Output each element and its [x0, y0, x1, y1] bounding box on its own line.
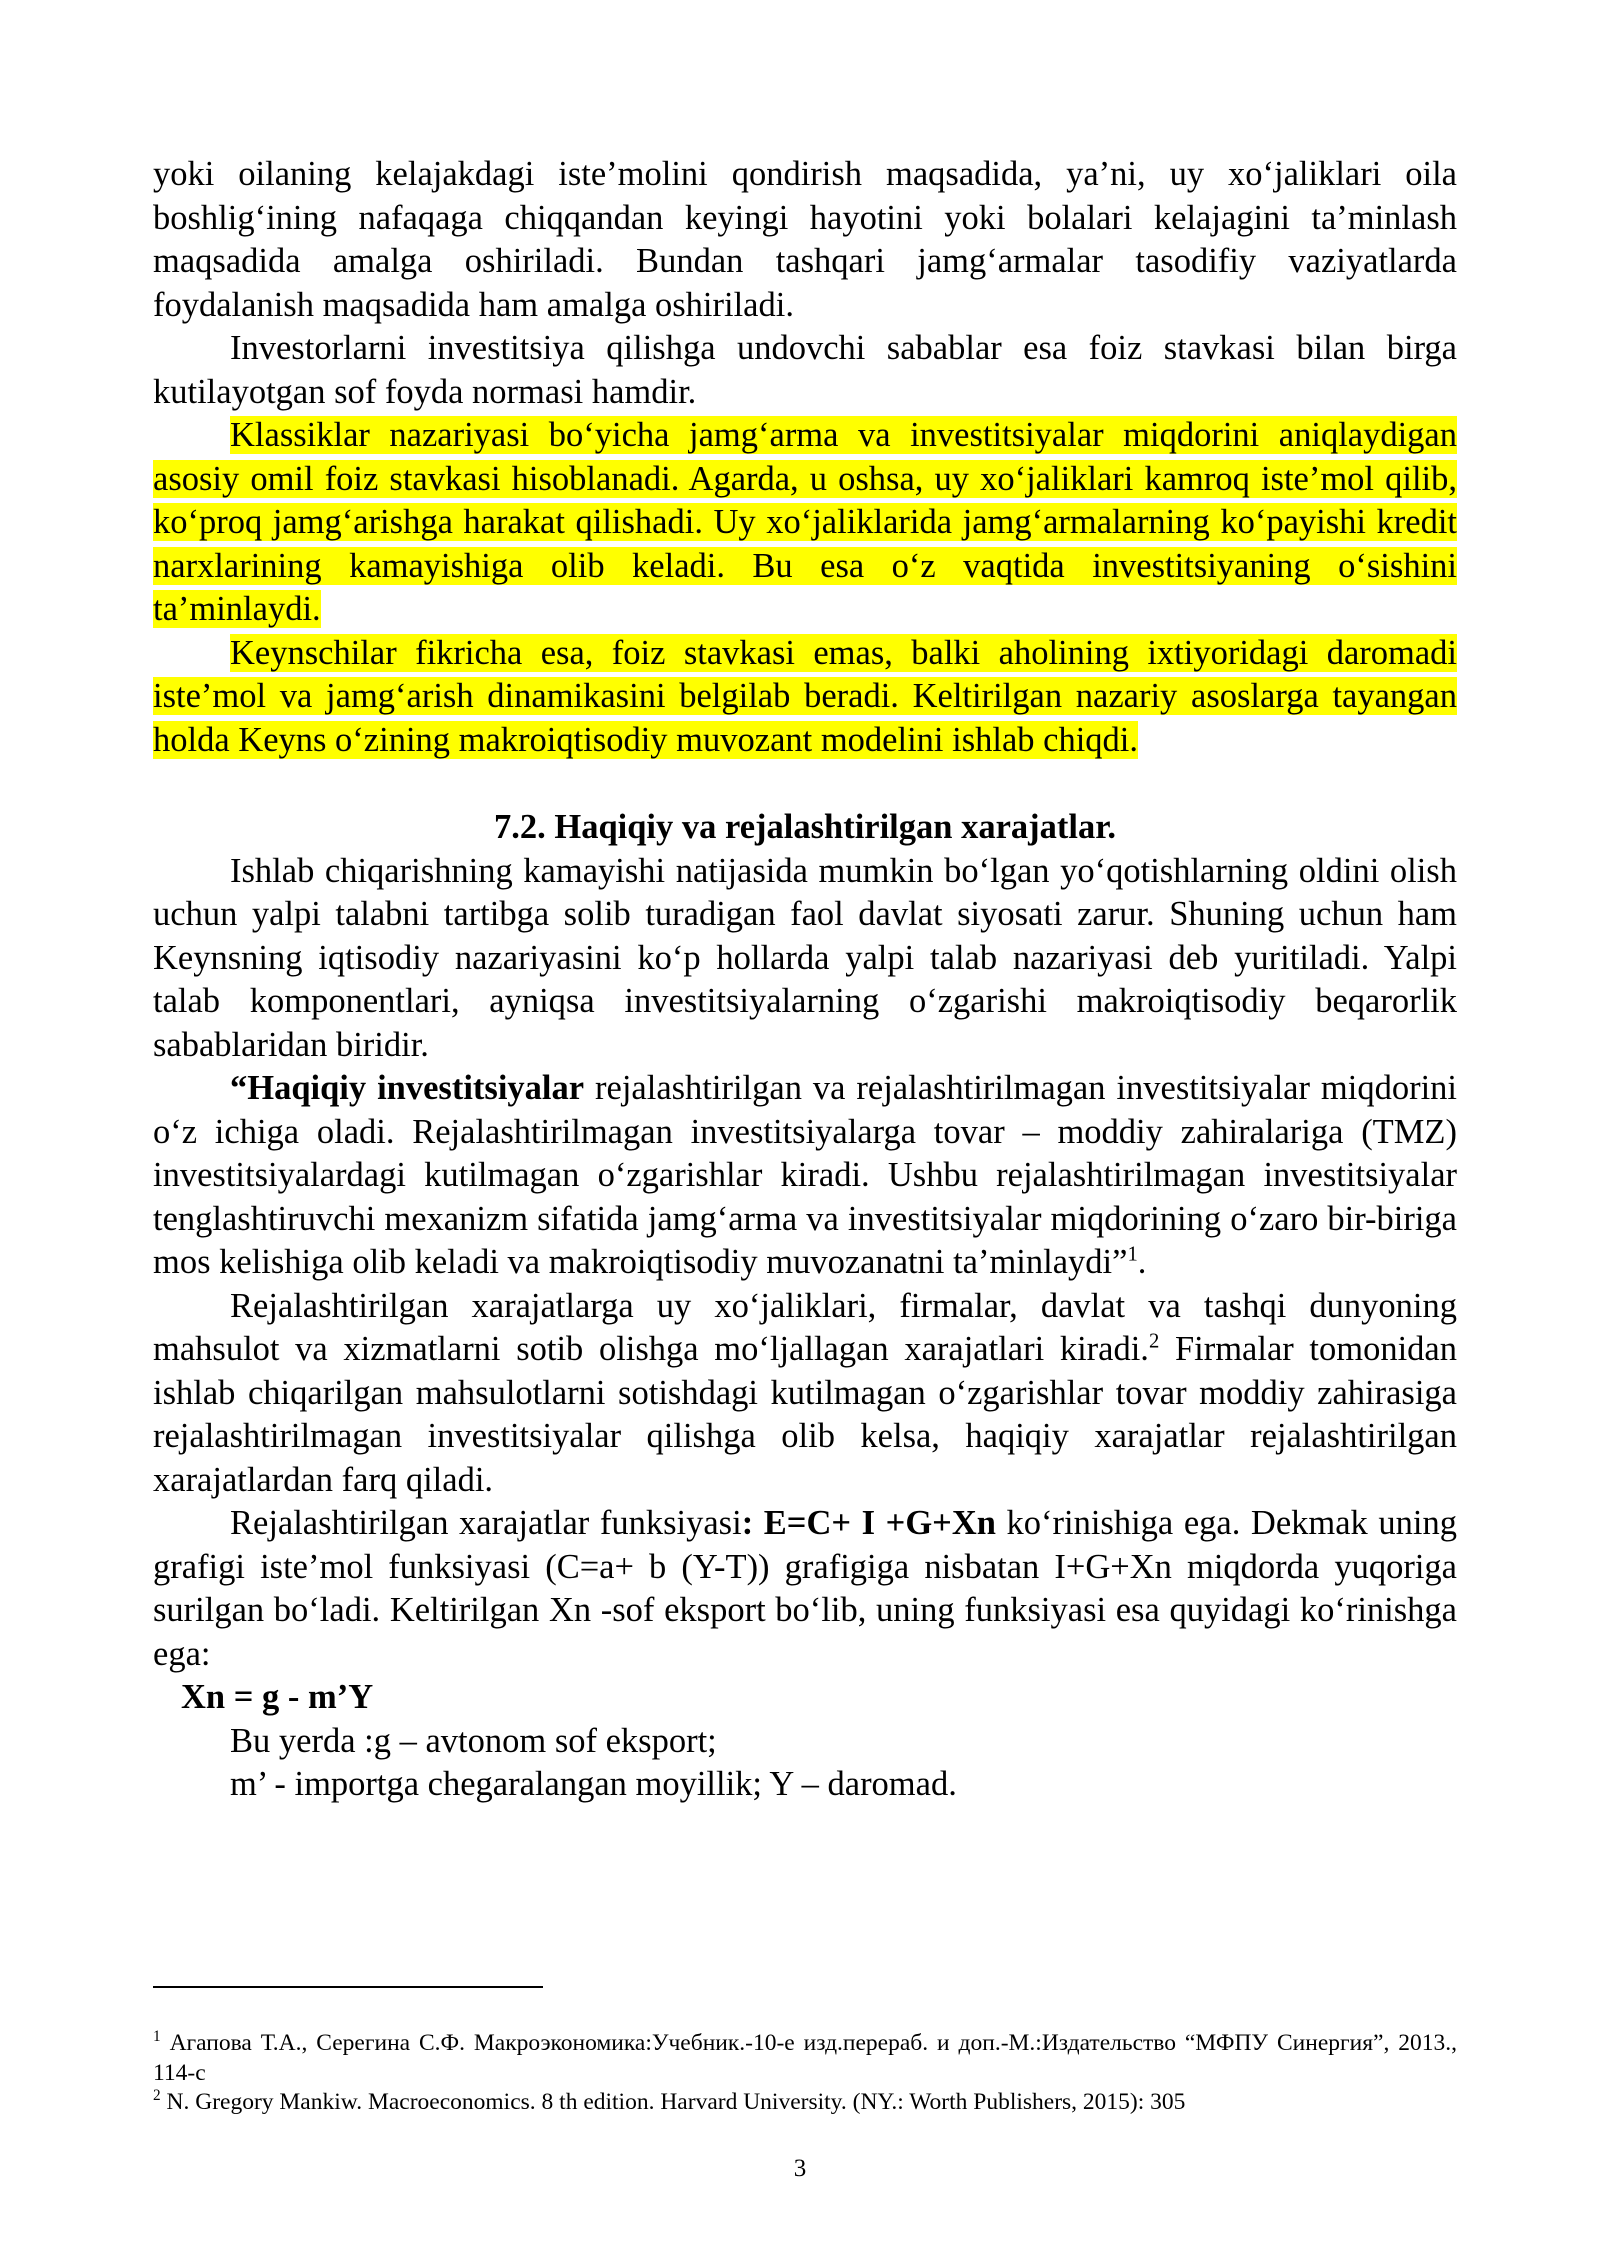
paragraph-3-highlighted [153, 414, 1457, 632]
footnote-1-number: 1 [153, 2028, 161, 2046]
page-number: 3 [793, 2155, 807, 2182]
footnote-1-text: Агапова Т.А., Серегина С.Ф. Макроэкономика:Учебник.-10-е изд.перераб. и доп.-М.:Издательство “МФПУ Синергия”, 2013., 114-с [153, 2030, 1457, 2086]
footnote-ref-2: 2 [1148, 1330, 1160, 1353]
paragraph-7-text-b: Firmalar tomonidan ishlab chiqarilgan mahsulotlarni sotishdagi kutilmagan o‘zgarishlar tovar moddiy zahirasiga rejalashtirilmagan investitsiyalar qilishga olib kelsa, haqiqiy xarajatlar rejalashtirilgan xarajatlardan farq qiladi. [153, 1330, 1457, 1499]
footnote-ref-1: 1 [1127, 1243, 1138, 1266]
net-export-formula: Xn = g - m’Y [181, 1678, 374, 1716]
highlight-keynesian-theory: Keynschilar fikricha esa, foiz stavkasi emas, balki aholining ixtiyoridagi daromadi iste’mol va jamg‘arish dinamikasini belgilab beradi. Keltirilgan nazariy asoslarga tayangan holda Keyns o‘zining makroiqtisodiy muvozant modelini ishlab chiqdi. [153, 633, 1457, 759]
paragraph-8 [153, 1502, 1457, 1676]
main-text [153, 153, 1457, 1807]
paragraph-6-end: . [1137, 1243, 1147, 1281]
paragraph-8-colon: : [741, 1504, 754, 1542]
paragraph-8-text-a: Rejalashtirilgan xarajatlar funksiyasi [230, 1504, 742, 1542]
footnote-2-number: 2 [153, 2087, 161, 2105]
footnotes [153, 2029, 1457, 2118]
footnote-2 [153, 2088, 1457, 2118]
footnote-1 [153, 2029, 1457, 2088]
paragraph-1: yoki oilaning kelajakdagi iste’molini qondirish maqsadida, ya’ni, uy xo‘jaliklari oila boshlig‘ining nafaqaga chiqqandan keyingi hayotini yoki bolalari kelajagini ta’minlash maqsadida amalga oshiriladi. Bundan tashqari jamg‘armalar tasodifiy vaziyatlarda foydalanish maqsadida ham amalga oshiriladi. [153, 155, 1457, 324]
net-export-formula-line [153, 1676, 1457, 1720]
bold-term: “Haqiqiy investitsiyalar [230, 1069, 585, 1107]
paragraph-8-text-b: ko‘rinishiga ega. Dekmak uning grafigi iste’mol funksiyasi (C=a+ b (Y-T)) grafigiga nisbatan I+G+Xn miqdorda yuqoriga surilgan bo‘ladi. Keltirilgan Xn -sof eksport bo‘lib, uning funksiyasi esa quyidagi ko‘rinishga ega: [153, 1504, 1457, 1673]
highlight-classical-theory: Klassiklar nazariyasi bo‘yicha jamg‘arma va investitsiyalar miqdorini aniqlaydigan asosiy omil foiz stavkasi hisoblanadi. Agarda, u oshsa, uy xo‘jaliklari kamroq iste’mol qilib, ko‘proq jamg‘arishga harakat qilishadi. Uy xo‘jaliklarida jamg‘armalarning ko‘payishi kredit narxlarining kamayishiga olib keladi. Bu esa o‘z vaqtida investitsiyaning o‘sishini ta’minlaydi. [153, 416, 1457, 628]
paragraph-7-text-a: Rejalashtirilgan xarajatlarga uy xo‘jaliklari, firmalar, davlat va tashqi dunyoning mahsulot va xizmatlarni sotib olishga mo‘ljallagan xarajatlari kiradi. [153, 1286, 1457, 1368]
definition-line-1: Bu yerda :g – avtonom sof eksport; [230, 1721, 717, 1760]
footnote-separator [153, 1986, 543, 1988]
paragraph-7 [153, 1285, 1457, 1503]
paragraph-4-highlighted [153, 632, 1457, 763]
paragraph-2: Investorlarni investitsiya qilishga undovchi sabablar esa foiz stavkasi bilan birga kutilayotgan sof foyda normasi hamdir. [153, 329, 1457, 411]
paragraph-5: Ishlab chiqarishning kamayishi natijasida mumkin bo‘lgan yo‘qotishlarning oldini olish uchun yalpi talabni tartibga solib turadigan faol davlat siyosati zarur. Shuning uchun ham Keynsning iqtisodiy nazariyasini ko‘p hollarda yalpi talab nazariyasi deb yuritiladi. Yalpi talab komponentlari, ayniqsa investitsiyalarning o‘zgarishi makroiqtisodiy beqarorlik sabablaridan biridir. [153, 851, 1457, 1064]
footnote-2-text: N. Gregory Mankiw. Macroeconomics. 8 th edition. Harvard University. (NY.: Worth Publishers, 2015): 305 [160, 2089, 1186, 2115]
expenditure-formula: E=C+ I +G+Xn [753, 1504, 996, 1542]
paragraph-6 [153, 1067, 1457, 1285]
definition-line-2: m’ - importga chegaralangan moyillik; Y – daromad. [230, 1765, 957, 1803]
section-heading: 7.2. Haqiqiy va rejalashtirilgan xarajatlar. [494, 808, 1116, 846]
paragraph-6-text: rejalashtirilgan va rejalashtirilmagan investitsiyalar miqdorini o‘z ichiga oladi. Rejalashtirilmagan investitsiyalarga tovar – moddiy zahiralariga (TMZ) investitsiyalardagi kutilmagan o‘zgarishlar kiradi. Ushbu rejalashtirilmagan investitsiyalar tenglashtiruvchi mexanizm sifatida jamg‘arma va investitsiyalar miqdorining o‘zaro bir-biriga mos kelishiga olib keladi va makroiqtisodiy muvozanatni ta’minlaydi” [153, 1069, 1457, 1281]
